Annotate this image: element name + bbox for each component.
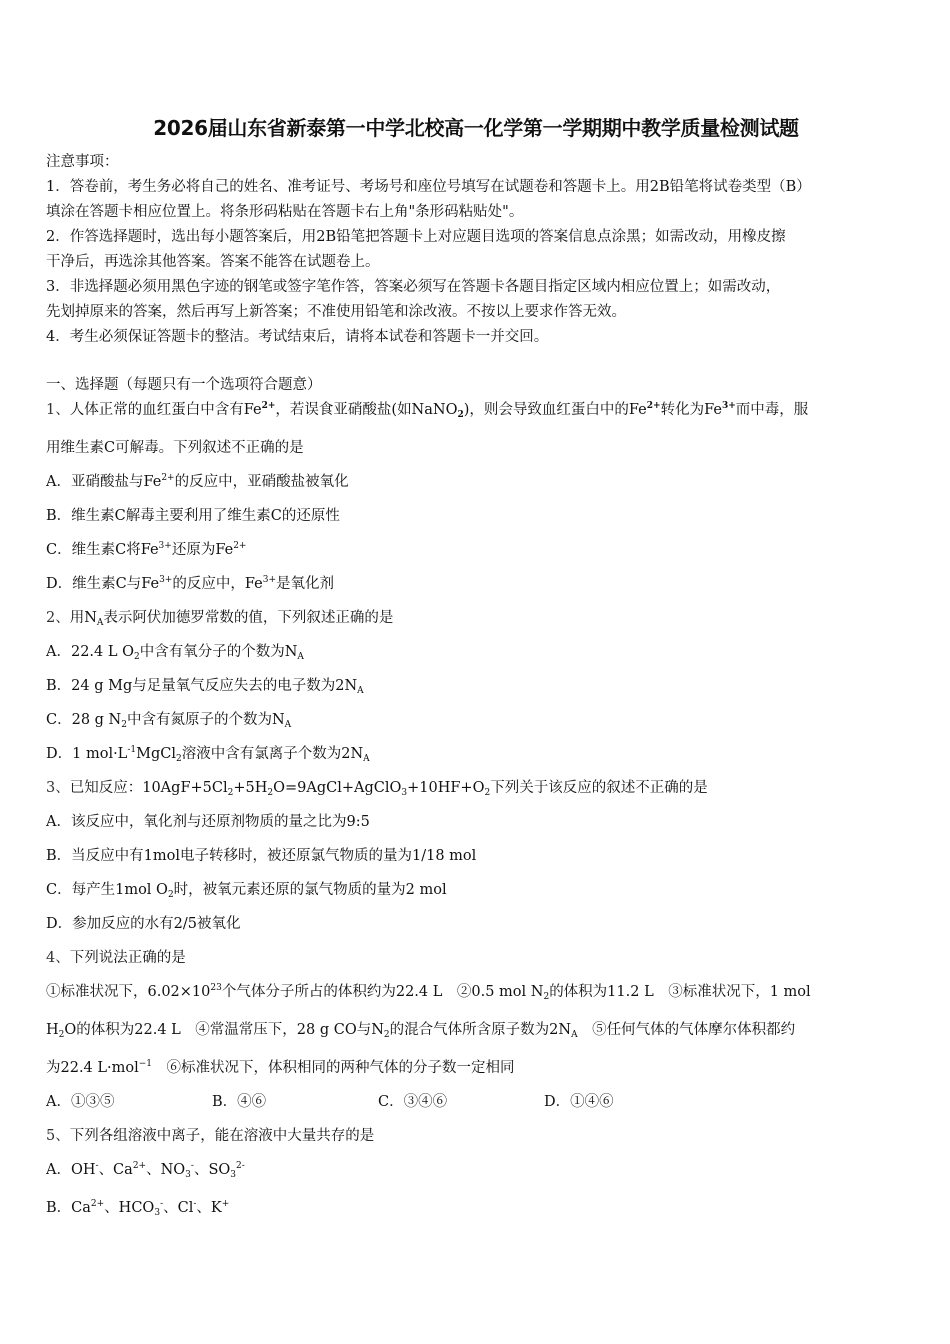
question-4-option-c: C．③④⑥: [378, 1094, 448, 1110]
question-5-option-a: A．OH-、$Ca^{2+}$、$NO_3^-$、$SO_3^{2-}$: [46, 1161, 245, 1180]
notice-line: 1．答卷前，考生务必将自己的姓名、准考证号、考场号和座位号填写在试题卷和答题卡上。用2B铅笔将试卷类型（B）: [46, 179, 811, 195]
question-3-option-d: D．参加反应的水有2/5被氧化: [46, 916, 241, 932]
question-number: 2、: [46, 610, 70, 626]
question-1-option-d: D．维生素C与$Fe^{3+}$的反应中，$Fe^{3+}$是氧化剂: [46, 575, 334, 592]
notice-line: 2．作答选择题时，选出每小题答案后，用2B铅笔把答题卡上对应题目选项的答案信息点涂黑；如需改动，用橡皮擦: [46, 229, 786, 245]
question-5-option-b: B．$Ca^{2+}$、$HCO_3^-$、Cl-、K+: [46, 1199, 230, 1218]
question-list: [46, 398, 906, 1230]
question-4-options: [46, 1090, 906, 1124]
question-5-stem: 5、下列各组溶液中离子，能在溶液中大量共存的是: [46, 1128, 375, 1144]
question-1-option-c: C．维生素C将$Fe^{3+}$还原为$Fe^{2+}$: [46, 541, 247, 558]
question-1-stem: 1、人体正常的血红蛋白中含有$Fe^{2+}$，若误食亚硝酸盐(如NaNO$_2$)，则会导致血红蛋白中的$Fe^{2+}$转化为$Fe^{3+}$而中毒，服: [46, 401, 809, 420]
question-3-stem: 3、已知反应：$10AgF+5Cl_2+5H_2O=9AgCl+AgClO_3+10HF+O_2$下列关于该反应的叙述不正确的是: [46, 780, 708, 798]
question-3-option-a: A．该反应中，氧化剂与还原剂物质的量之比为9:5: [46, 814, 370, 830]
question-3-option-b: B．当反应中有1mol电子转移时，被还原氯气物质的量为1/18 mol: [46, 848, 477, 864]
notice-heading: 注意事项：: [46, 154, 119, 170]
question-4-option-b: B．④⑥: [212, 1094, 267, 1110]
question-4-statement-line: ①标准状况下，$6.02\times 10^{23}$个气体分子所占的体积约为22.4 L ②0.5 mol $N_2$的体积为11.2 L ③标准状况下，1 mol: [46, 983, 811, 1002]
question-number: 1、: [46, 402, 70, 418]
question-2-option-c: C．28 g $N_2$中含有氮原子的个数为$N_A$: [46, 712, 292, 730]
question-3-option-c: C．每产生1mol $O_2$时，被氧元素还原的氯气物质的量为2 mol: [46, 882, 447, 900]
question-1-option-a: A．亚硝酸盐与$Fe^{2+}$的反应中，亚硝酸盐被氧化: [46, 473, 349, 490]
notice-line: 填涂在答题卡相应位置上。将条形码粘贴在答题卡右上角"条形码粘贴处"。: [46, 204, 524, 220]
question-2-option-b: B．24 g Mg与足量氧气反应失去的电子数为$2N_A$: [46, 678, 364, 696]
page-title: 2026届山东省新泰第一中学北校高一化学第一学期期中教学质量检测试题: [153, 116, 799, 140]
question-1-stem-cont: 用维生素C可解毒。下列叙述不正确的是: [46, 440, 304, 456]
notice-block: [46, 150, 906, 350]
notice-line: 先划掉原来的答案，然后再写上新答案；不准使用铅笔和涂改液。不按以上要求作答无效。: [46, 304, 626, 320]
question-4-stem: 4、下列说法正确的是: [46, 950, 186, 966]
question-4-option-a: A．①③⑤: [46, 1094, 115, 1110]
question-4-statement-line: $H_2O$的体积为22.4 L ④常温常压下，28 g CO与$N_2$的混合气体所含原子数为$2N_A$ ⑤任何气体的气体摩尔体积都约: [46, 1022, 796, 1040]
section-title: 一、选择题（每题只有一个选项符合题意）: [46, 377, 322, 393]
question-1-option-b: B．维生素C解毒主要利用了维生素C的还原性: [46, 508, 340, 524]
question-2-option-a: A．22.4 L $O_2$中含有氧分子的个数为$N_A$: [46, 644, 304, 662]
question-2-option-d: D．1 $mol\cdot L^{-1}MgCl_2$溶液中含有氯离子个数为$2N_A$: [46, 745, 370, 764]
question-number: 4、: [46, 950, 70, 966]
notice-line: 4．考生必须保证答题卡的整洁。考试结束后，请将本试卷和答题卡一并交回。: [46, 329, 549, 345]
question-2-stem: 2、用$N_A$表示阿伏加德罗常数的值，下列叙述正确的是: [46, 610, 394, 628]
notice-line: 3．非选择题必须用黑色字迹的钢笔或签字笔作答，答案必须写在答题卡各题目指定区域内相应位置上；如需改动，: [46, 279, 781, 295]
question-number: 3、: [46, 780, 70, 796]
question-number: 5、: [46, 1128, 70, 1144]
question-4-option-d: D．①④⑥: [544, 1094, 614, 1110]
notice-line: 干净后，再选涂其他答案。答案不能答在试题卷上。: [46, 254, 380, 270]
question-4-statement-line: 为22.4 L·mol$^{-1}$ ⑥标准状况下，体积相同的两种气体的分子数一定相同: [46, 1059, 515, 1076]
